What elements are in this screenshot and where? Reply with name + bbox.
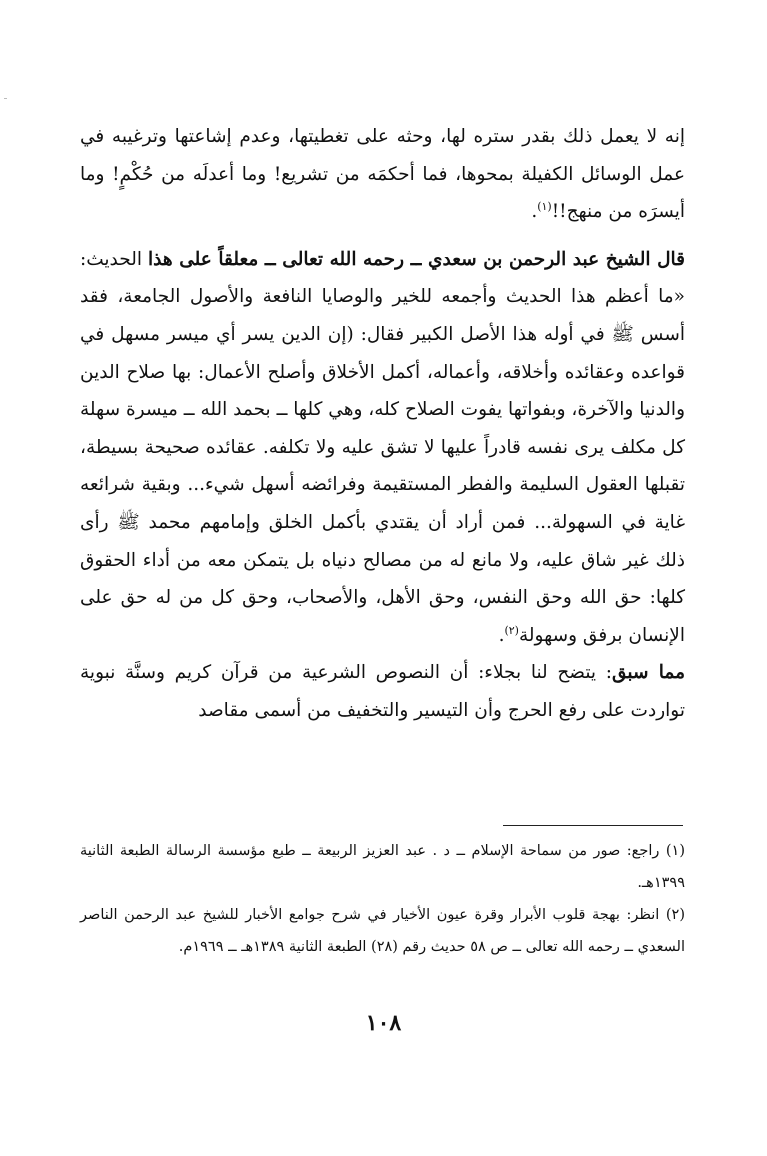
paragraph-2: قال الشيخ عبد الرحمن بن سعدي ــ رحمه الله تعالى ــ معلقاً على هذا الحديث: «ما أعظم هذا الحديث وأجمعه للخير والوصايا النافعة والأصول الجامعة، فقد أسس ﷺ في أوله هذا الأصل الكبير فقال: (إن الدين يسر أي ميسر مسهل في قواعده وعقائده وأخلاقه، وأعماله، أكمل الأخلاق وأصلح الأعمال: بها صلاح الدين والدنيا والآخرة، وبفواتها يفوت الصلاح كله، وهي كلها ــ بحمد الله ــ ميسرة سهلة كل مكلف يرى نفسه قادراً عليها لا تشق عليه ولا تكلفه. عقائده صحيحة بسيطة، تقبلها العقول السليمة والفطر المستقيمة وفرائضه أسهل شيء... وبقية شرائعه غاية في السهولة... فمن أراد أن يقتدي بأكمل الخلق وإمامهم محمد ﷺ رأى ذلك غير شاق عليه، ولا مانع له من مصالح دنياه بل يتمكن معه من أداء الحقوق كلها: حق الله وحق النفس، وحق الأهل، والأصحاب، وحق كل من له حق على الإنسان برفق وسهولة$^{(٢)}$. — [80, 248, 685, 646]
paragraph-3-text: : يتضح لنا بجلاء: أن النصوص الشرعية من قرآن كريم وسنَّة نبوية تواردت على رفع الحرج وأن التيسير والتخفيف من أسمى مقاصد — [80, 662, 685, 721]
main-text — [80, 118, 685, 730]
footnote-1: (١) راجع: صور من سماحة الإسلام ــ د . عبد العزيز الربيعة ــ طبع مؤسسة الرسالة الطبعة الثانية ١٣٩٩هـ. — [80, 843, 685, 891]
paragraph-2-text: الحديث: «ما أعظم هذا الحديث وأجمعه للخير والوصايا النافعة والأصول الجامعة، فقد أسس ﷺ في أوله هذا الأصل الكبير فقال: (إن الدين يسر أي ميسر مسهل في قواعده وعقائده وأخلاقه، وأعماله، أكمل الأخلاق وأصلح الأعمال: بها صلاح الدين والدنيا والآخرة، وبفواتها يفوت الصلاح كله، وهي كلها ــ بحمد الله ــ ميسرة سهلة كل مكلف يرى نفسه قادراً عليها لا تشق عليه ولا تكلفه. عقائده صحيحة بسيطة، تقبلها العقول السليمة والفطر المستقيمة وفرائضه أسهل شيء... وبقية شرائعه غاية في السهولة... فمن أراد أن يقتدي بأكمل الخلق وإمامهم محمد ﷺ رأى ذلك غير شاق عليه، ولا مانع له من مصالح دنياه بل يتمكن معه من أداء الحقوق كلها: حق الله وحق النفس، وحق الأهل، والأصحاب، وحق كل من له حق على الإنسان برفق وسهولة — [80, 248, 685, 646]
paragraph-1-text: إنه لا يعمل ذلك بقدر ستره لها، وحثه على تغطيتها، وعدم إشاعتها وترغيبه في عمل الوسائل الكفيلة بمحوها، فما أحكمَه من تشريع! وما أعدلَه من حُكْمٍ! وما أيسرَه من منهج!! — [80, 126, 685, 223]
paragraph-3-lead: مما سبق — [612, 662, 685, 684]
footnote-ref-1: (١) — [537, 200, 552, 214]
paragraph-3 — [80, 654, 685, 729]
paragraph-2-lead: قال الشيخ عبد الرحمن بن سعدي ــ رحمه الله تعالى ــ معلقاً على هذا — [148, 248, 685, 270]
footnote-divider — [503, 825, 683, 826]
page-number: ١٠٨ — [365, 1010, 402, 1036]
footnotes — [80, 835, 685, 963]
footnote-2: (٢) انظر: بهجة قلوب الأبرار وقرة عيون الأخيار في شرح جوامع الأخبار للشيخ عبد الرحمن الناصر السعدي ــ رحمه الله تعالى ــ ص ٥٨ حديث رقم (٢٨) الطبعة الثانية ١٣٨٩هـ ــ ١٩٦٩م. — [80, 907, 685, 955]
paragraph-1: إنه لا يعمل ذلك بقدر ستره لها، وحثه على تغطيتها، وعدم إشاعتها وترغيبه في عمل الوسائل الكفيلة بمحوها، فما أحكمَه من تشريع! وما أعدلَه من حُكْمٍ! وما أيسرَه من منهج!!$^{(١)}$. — [80, 126, 685, 223]
footnote-ref-2: (٢) — [504, 623, 519, 637]
scan-mark — [4, 98, 7, 99]
